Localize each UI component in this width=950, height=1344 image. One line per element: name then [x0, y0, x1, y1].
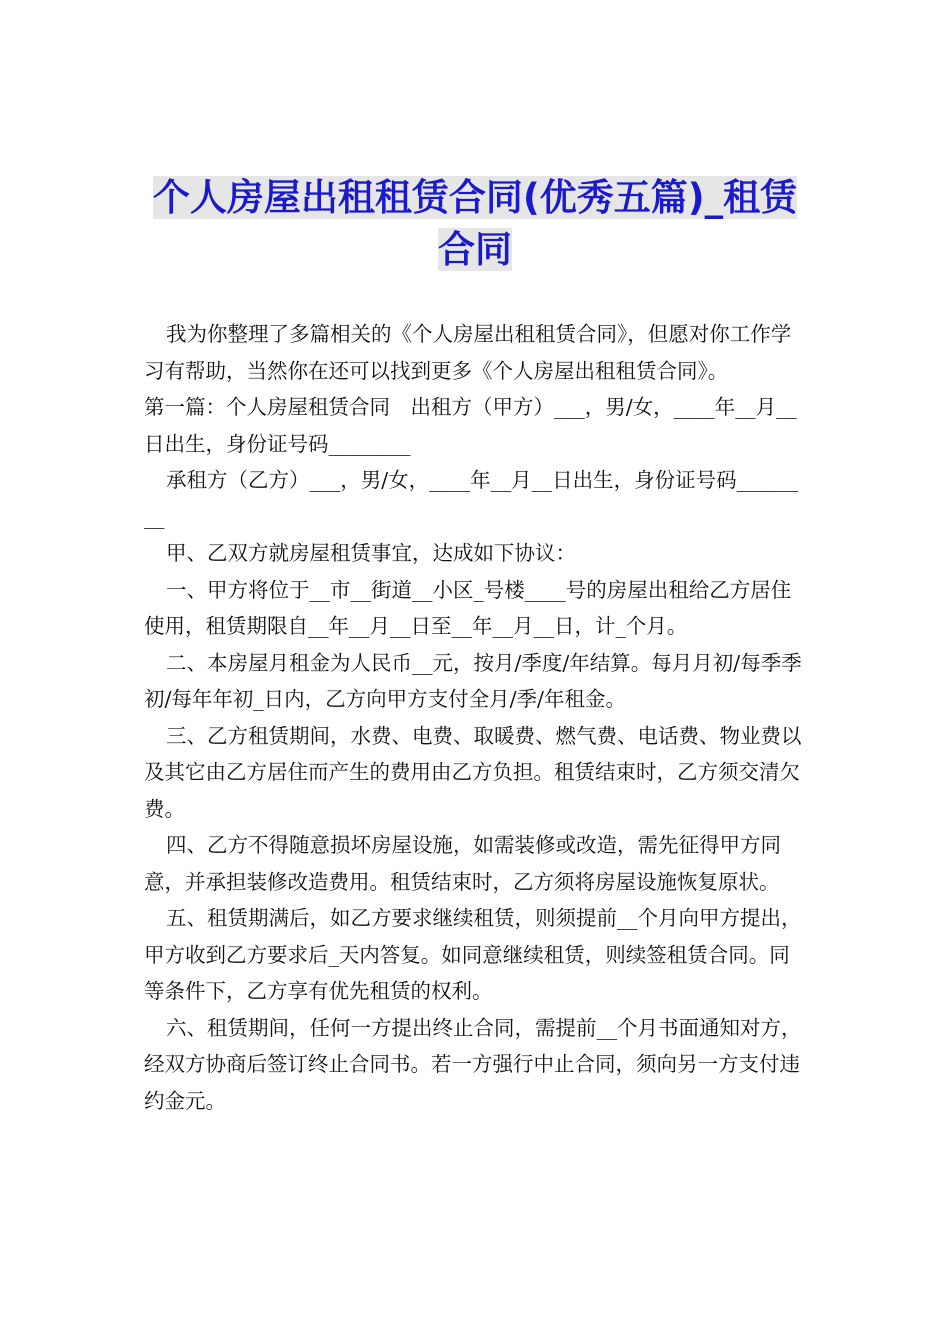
clause-5: 五、租赁期满后，如乙方要求继续租赁，则须提前__个月向甲方提出，甲方收到乙方要求后_天内答复。如同意继续租赁，则续签租赁合同。同等条件下，乙方享有优先租赁的权利。 [144, 906, 802, 1003]
intro-paragraph: 我为你整理了多篇相关的《个人房屋出租租赁合同》，但愿对你工作学习有帮助，当然你在还可以找到更多《个人房屋出租租赁合同》。 [144, 322, 792, 383]
section-heading-lessor: 第一篇：个人房屋租赁合同 出租方（甲方）___，男/女，____年__月__日出生，身份证号码________ [144, 395, 797, 456]
clause-4: 四、乙方不得随意损坏房屋设施，如需装修或改造，需先征得甲方同意，并承担装修改造费用。租赁结束时，乙方须将房屋设施恢复原状。 [144, 833, 781, 894]
title-block [140, 172, 810, 276]
document-body [144, 316, 808, 1119]
clause-6: 六、租赁期间，任何一方提出终止合同，需提前__个月书面通知对方，经双方协商后签订终止合同书。若一方强行中止合同，须向另一方支付违约金元。 [144, 1015, 802, 1113]
clause-2: 二、本房屋月租金为人民币__元，按月/季度/年结算。每月月初/每季季初/每年年初_日内，乙方向甲方支付全月/季/年租金。 [144, 650, 802, 711]
agreement-intro: 甲、乙双方就房屋租赁事宜，达成如下协议： [166, 541, 576, 565]
clause-3: 三、乙方租赁期间，水费、电费、取暖费、燃气费、电话费、物业费以及其它由乙方居住而产生的费用由乙方负担。租赁结束时，乙方须交清欠费。 [144, 723, 802, 821]
document-title: 个人房屋出租租赁合同(优秀五篇)_租赁合同 [152, 176, 798, 271]
lessee-paragraph: 承租方（乙方）___，男/女，____年__月__日出生，身份证号码________ [144, 468, 799, 529]
clause-1: 一、甲方将位于__市__街道__小区_号楼____号的房屋出租给乙方居住使用，租赁期限自__年__月__日至__年__月__日，计_个月。 [144, 577, 792, 638]
